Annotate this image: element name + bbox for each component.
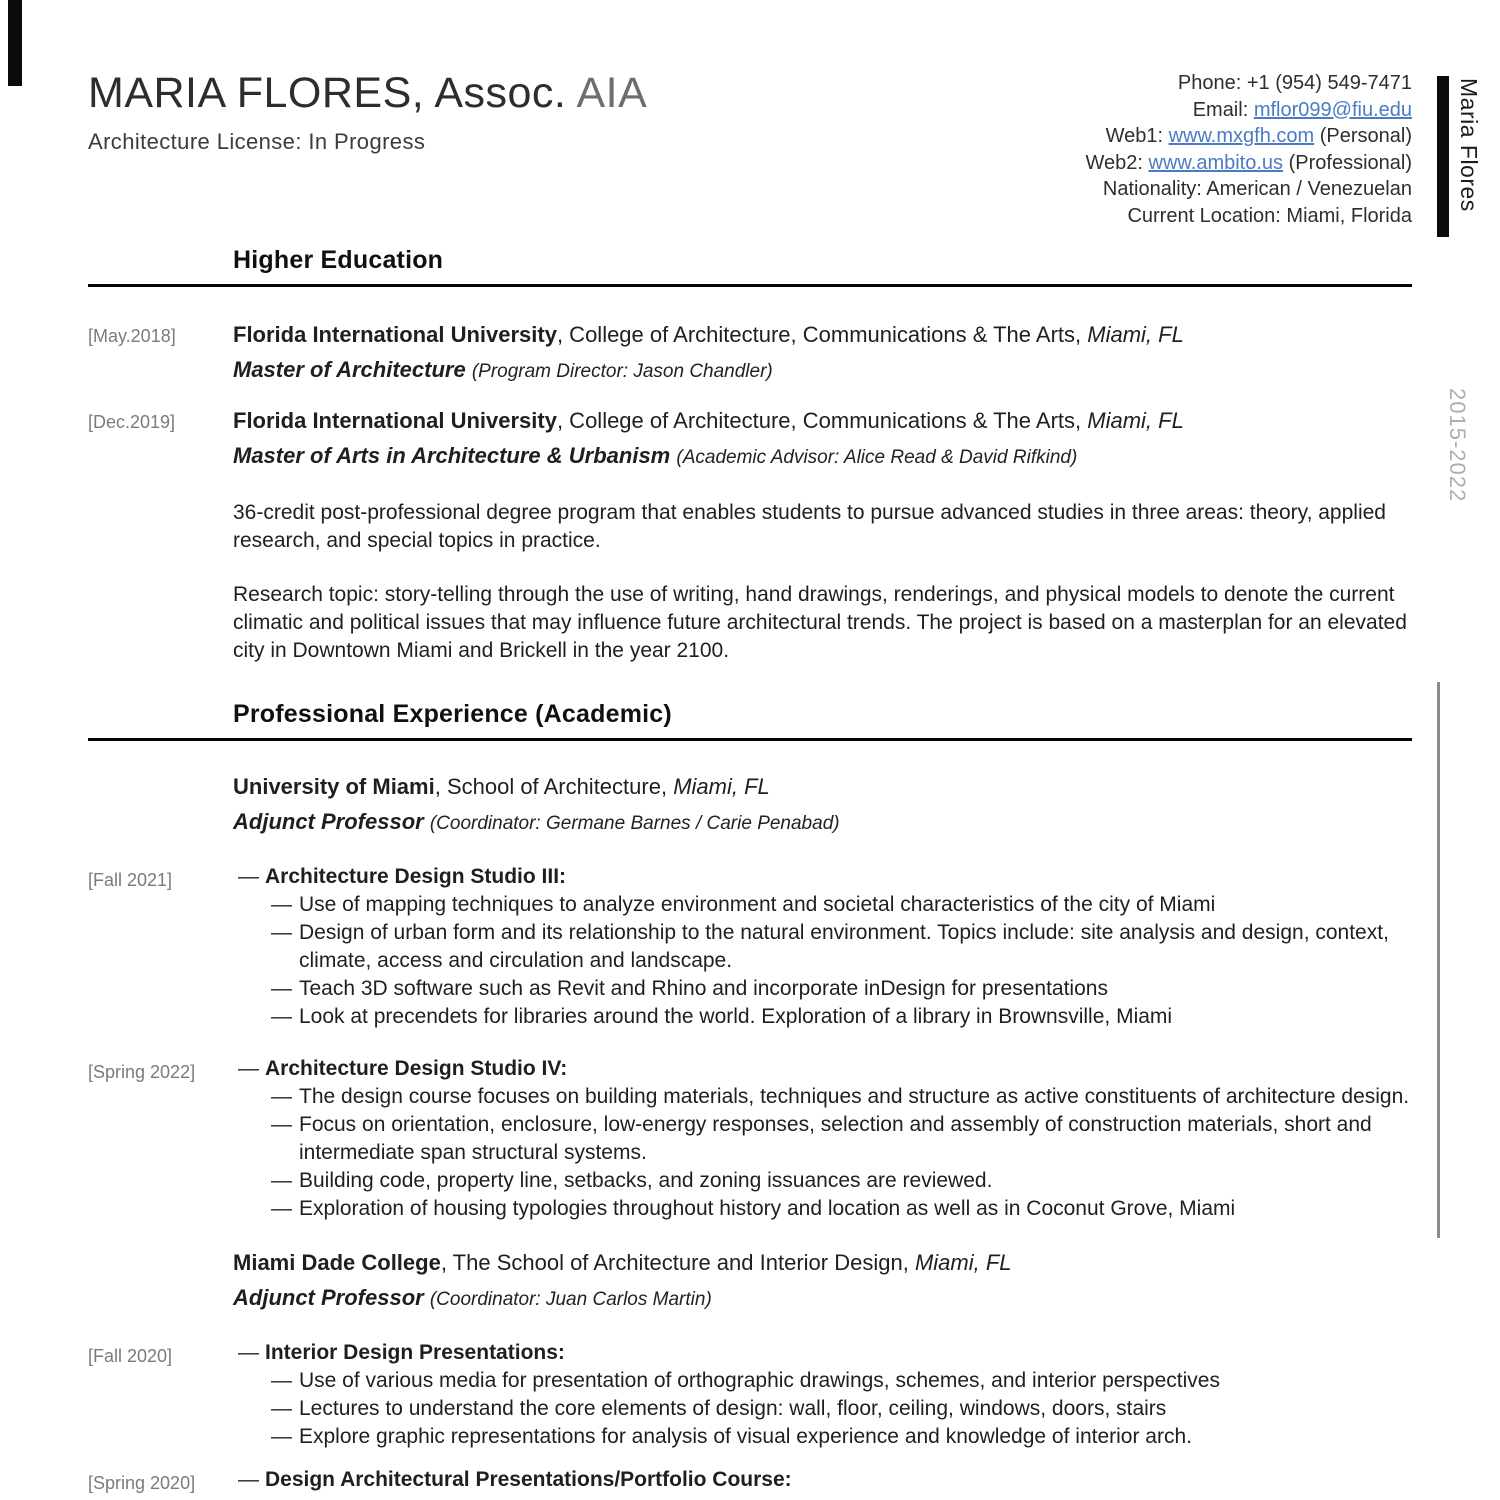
degree-line [233,354,1412,387]
course-bullet: — Teach 3D software such as Revit and Rhino and incorporate inDesign for presentations [233,975,1412,1003]
entry-date: [May.2018] [88,326,176,346]
contact-nationality: Nationality: American / Venezuelan [1102,178,1412,200]
education-entry [0,405,1500,665]
course-content [233,1339,1412,1451]
course-bullet: — Design of urban form and its relationship to the natural environment. Topics include: site analysis and design, context, climate, access and circulation and landscape. [233,919,1412,975]
course-title-line [233,1339,1412,1367]
web1-link[interactable]: www.mxgfh.com [1168,125,1315,147]
employer-line [233,771,1412,802]
section-professional-experience [0,699,1500,741]
course-title-line [233,1466,1412,1494]
contact-phone: Phone: +1 (954) 549-7471 [1177,72,1412,94]
email-link[interactable]: mflor099@fiu.edu [1253,98,1412,121]
web2-note: (Professional) [1288,151,1412,174]
education-entry [0,319,1500,387]
section-title-education: Higher Education [233,246,444,274]
course-bullet: — Exploration of housing typologies throughout history and location as well as in Coconut Grove, Miami [233,1195,1412,1223]
employer-block [0,771,1500,839]
course-date: [Fall 2021] [88,870,173,890]
entry-content [233,771,1412,839]
course-content [233,863,1412,1031]
role-line [233,806,1412,839]
course-block [0,1339,1500,1451]
course-title-line [233,1055,1412,1083]
course-bullet: — Look at precendets for libraries around the world. Exploration of a library in Brownsville, Miami [233,1003,1412,1031]
course-date: [Spring 2020] [88,1473,196,1493]
course-title: Architecture Design Studio III: [265,865,567,888]
course-bullet: — Explore graphic representations for analysis of visual experience and knowledge of interior arch. [233,1423,1412,1451]
institution-detail: , College of Architecture, Communications & The Arts, [556,408,1082,433]
employer-block [0,1247,1500,1315]
entry-content [233,319,1412,387]
role-line [233,1282,1412,1315]
institution-location: Miami, FL [1087,408,1184,433]
header [0,0,1500,229]
section-title-experience: Professional Experience (Academic) [233,700,672,728]
right-accent-bar [1437,76,1449,237]
course-bullet: — Use of mapping techniques to analyze environment and societal characteristics of the city of Miami [233,891,1412,919]
section-divider [88,738,1412,741]
institution-name: Florida International University [233,322,557,347]
entry-date-empty [88,1247,233,1315]
credential-suffix: AIA [576,69,648,117]
course-content [233,1055,1412,1223]
role-note: (Coordinator: Germane Barnes / Carie Penabad) [429,813,840,834]
section-higher-education [0,245,1500,287]
top-left-accent-bar [8,0,22,86]
course-bullet: — The design course focuses on building materials, techniques and structure as active constituents of architecture design. [233,1083,1412,1111]
course-date: [Spring 2022] [88,1062,196,1082]
course-title: Architecture Design Studio IV: [265,1057,568,1080]
role-title: Adjunct Professor [233,1285,424,1310]
course-date: [Fall 2020] [88,1346,173,1366]
entry-date-empty [88,771,233,839]
course-title: Interior Design Presentations: [265,1341,565,1364]
candidate-name: MARIA FLORES, Assoc. [88,69,567,117]
degree-name: Master of Arts in Architecture & Urbanism [233,443,671,468]
course-bullet: — Lectures to understand the core elements of design: wall, floor, ceiling, windows, doors, stairs [233,1395,1412,1423]
employer-location: Miami, FL [673,774,770,799]
institution-detail: , College of Architecture, Communications & The Arts, [556,322,1082,347]
role-note: (Coordinator: Juan Carlos Martin) [429,1289,712,1310]
right-section-rule [1437,682,1440,1238]
employer-location: Miami, FL [914,1250,1012,1275]
contact-email [1086,97,1412,124]
employer-line [233,1247,1412,1278]
name-block [88,70,647,157]
degree-name: Master of Architecture [233,357,466,382]
page-title [88,70,647,117]
degree-note: (Academic Advisor: Alice Read & David Rifkind) [676,447,1078,468]
course-bullet: — Building code, property line, setbacks, and zoning issuances are reviewed. [233,1167,1412,1195]
contact-web2 [1086,150,1412,177]
institution-line [233,319,1412,350]
course-title-line [233,863,1412,891]
license-status: Architecture License: In Progress [88,129,426,154]
contact-web1 [1086,123,1412,150]
research-topic: Research topic: story-telling through the use of writing, hand drawings, renderings, and physical models to denote the current climatic and political issues that may influence future architectural trends. The project is based on a masterplan for an elevated city in Downtown Miami and Brickell in the year 2100. [233,583,1407,662]
employer-detail: , The School of Architecture and Interior Design, [440,1250,909,1275]
section-divider [88,284,1412,287]
institution-location: Miami, FL [1087,322,1184,347]
course-title: Design Architectural Presentations/Portfolio Course: [265,1468,792,1491]
role-title: Adjunct Professor [233,809,424,834]
entry-date: [Dec.2019] [88,412,176,432]
web1-label: Web1: [1105,125,1164,147]
program-description: 36-credit post-professional degree program that enables students to pursue advanced studies in three areas: theory, applied research, and special topics in practice. [233,501,1386,552]
employer-detail: , School of Architecture, [434,774,668,799]
course-bullet: — Focus on orientation, enclosure, low-energy responses, selection and assembly of construction materials, short and intermediate span structural systems. [233,1111,1412,1167]
institution-line [233,405,1412,436]
web2-label: Web2: [1085,151,1143,174]
contact-location: Current Location: Miami, Florida [1127,204,1412,227]
institution-name: Florida International University [233,408,557,433]
email-label: Email: [1192,98,1249,121]
course-block [0,1055,1500,1223]
employer-name: Miami Dade College [233,1250,441,1275]
sidebar-years-label: 2015-2022 [1445,388,1470,503]
entry-content [233,1247,1412,1315]
employer-name: University of Miami [233,774,435,799]
web1-note: (Personal) [1319,125,1412,147]
course-content [233,1466,1412,1495]
entry-content [233,405,1412,665]
course-bullet: — Use of various media for presentation of orthographic drawings, schemes, and interior perspectives [233,1367,1412,1395]
course-block [0,863,1500,1031]
degree-note: (Program Director: Jason Chandler) [471,361,773,382]
course-block [0,1466,1500,1495]
contact-block [1086,70,1412,229]
sidebar-name-label: Maria Flores [1456,78,1482,212]
degree-line [233,440,1412,473]
web2-link[interactable]: www.ambito.us [1148,151,1284,174]
